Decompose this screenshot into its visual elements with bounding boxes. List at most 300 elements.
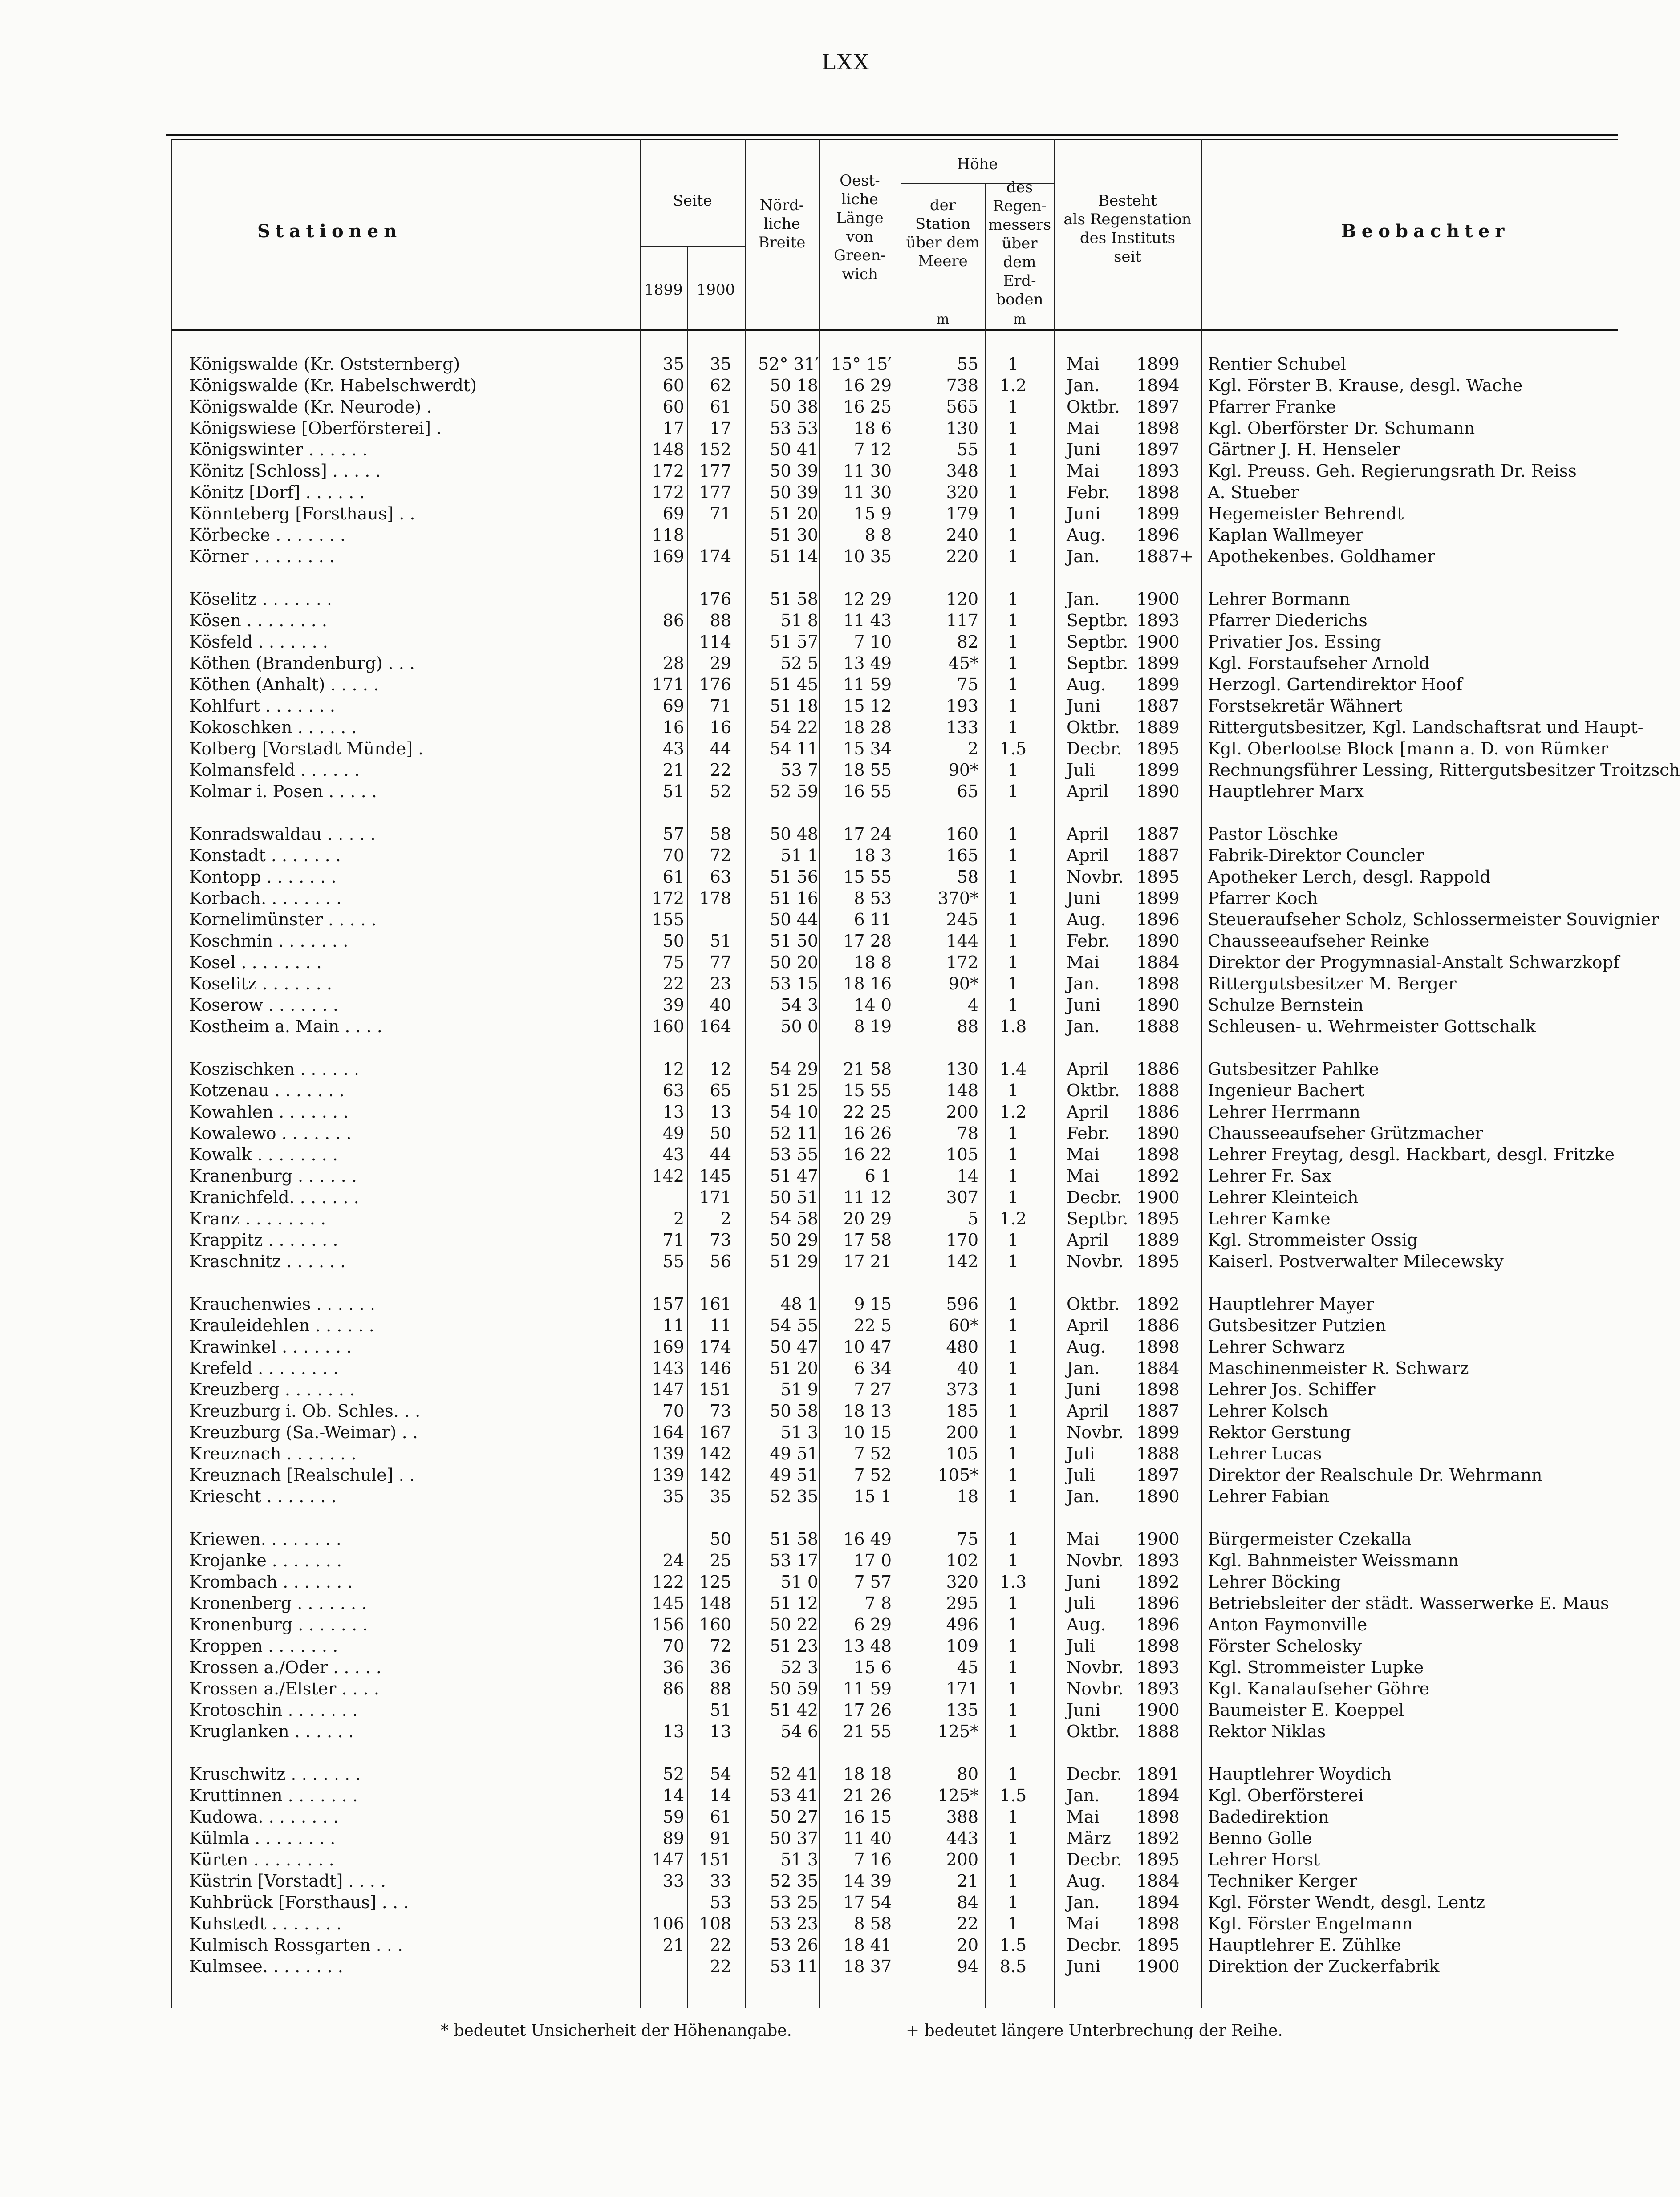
since-year: 1888	[1136, 1017, 1180, 1036]
latitude: 53 26	[770, 1935, 818, 1955]
observer: Anton Faymonville	[1208, 1615, 1368, 1634]
page-1900: 22	[710, 1957, 731, 1976]
station-height: 193	[946, 696, 978, 716]
gauge-height: 1.2	[999, 1209, 1027, 1228]
latitude: 50 58	[770, 1401, 818, 1421]
latitude: 50 0	[780, 1017, 818, 1036]
page-1899: 169	[652, 547, 684, 566]
since-year: 1898	[1136, 1807, 1180, 1827]
since-month: Jan.	[1067, 589, 1100, 609]
since-month: April	[1067, 782, 1109, 801]
station-name: Kowahlen . . . . . . .	[189, 1102, 349, 1122]
longitude: 18 13	[843, 1401, 892, 1421]
latitude: 54 55	[770, 1316, 818, 1335]
since-month: Juli	[1067, 1444, 1096, 1463]
latitude: 51 45	[770, 675, 818, 694]
page-1899: 2	[673, 1209, 684, 1228]
since-year: 1890	[1136, 995, 1180, 1015]
observer: A. Stueber	[1208, 482, 1299, 502]
page-1900: 2	[720, 1209, 731, 1228]
since-month: Novbr.	[1067, 867, 1124, 887]
header-hoehe-messer: des Regen- messers über dem Erd- boden	[988, 178, 1051, 308]
station-height: 120	[946, 589, 978, 609]
table-row	[166, 909, 1659, 930]
page-1900: 50	[710, 1529, 731, 1549]
observer: Kgl. Oberförster Dr. Schumann	[1208, 418, 1475, 438]
longitude: 18 3	[854, 846, 892, 865]
longitude: 11 43	[843, 611, 892, 630]
gauge-height: 1	[1007, 440, 1019, 459]
footnote-star: * bedeutet Unsicherheit der Höhenangabe.	[441, 2022, 792, 2040]
table-row	[166, 1892, 1618, 1913]
station-height: 18	[957, 1487, 978, 1506]
since-month: April	[1067, 1102, 1109, 1122]
page-1899: 157	[652, 1294, 684, 1314]
since-year: 1900	[1136, 632, 1180, 652]
station-name: Kotzenau . . . . . . .	[189, 1081, 345, 1100]
station-name: Krauleidehlen . . . . . .	[189, 1316, 374, 1335]
page-1899: 147	[652, 1850, 684, 1869]
observer: Steueraufseher Scholz, Schlossermeister Souvignier	[1208, 910, 1659, 929]
page-1899: 86	[662, 1679, 684, 1698]
observer: Förster Schelosky	[1208, 1636, 1362, 1656]
page-1899: 70	[662, 1401, 684, 1421]
observer: Apothekenbes. Goldhamer	[1208, 547, 1435, 566]
gauge-height: 1	[1007, 1529, 1019, 1549]
since-year: 1898	[1136, 974, 1180, 993]
longitude: 9 15	[854, 1294, 892, 1314]
since-month: Juni	[1067, 504, 1101, 523]
observer: Lehrer Jos. Schiffer	[1208, 1380, 1376, 1399]
since-month: Juni	[1067, 1700, 1101, 1720]
since-year: 1900	[1136, 1188, 1180, 1207]
station-height: 133	[946, 717, 978, 737]
gauge-height: 1	[1007, 418, 1019, 438]
since-month: Novbr.	[1067, 1252, 1124, 1271]
gauge-height: 1	[1007, 760, 1019, 780]
table-row	[166, 1315, 1618, 1336]
since-month: April	[1067, 1059, 1109, 1079]
table-row	[166, 1635, 1618, 1657]
since-year: 1899	[1136, 675, 1180, 694]
latitude: 52 11	[770, 1123, 818, 1143]
longitude: 18 55	[843, 760, 892, 780]
gauge-height: 1	[1007, 931, 1019, 951]
table-row	[166, 482, 1618, 503]
observer: Pfarrer Koch	[1208, 888, 1318, 908]
longitude: 15 1	[854, 1487, 892, 1506]
observer: Herzogl. Gartendirektor Hoof	[1208, 675, 1463, 694]
table-row	[166, 503, 1618, 524]
table-header-rule	[171, 329, 1618, 331]
table-row	[166, 781, 1618, 802]
gauge-height: 1	[1007, 1487, 1019, 1506]
gauge-height: 1	[1007, 1828, 1019, 1848]
since-month: Decbr.	[1067, 1850, 1122, 1869]
page-1899: 13	[662, 1722, 684, 1741]
station-name: Küstrin [Vorstadt] . . . .	[189, 1871, 386, 1891]
station-name: Krefeld . . . . . . . .	[189, 1358, 339, 1378]
table-row	[166, 1251, 1618, 1272]
unit-m-messer: m	[1013, 312, 1026, 327]
longitude: 16 15	[843, 1807, 892, 1827]
gauge-height: 1	[1007, 1423, 1019, 1442]
observer: Lehrer Kolsch	[1208, 1401, 1328, 1421]
station-name: Kreuzberg . . . . . . .	[189, 1380, 355, 1399]
station-height: 144	[946, 931, 978, 951]
observer: Kgl. Oberlootse Block [mann a. D. von Rümker	[1208, 739, 1609, 758]
page-1900: 44	[710, 1145, 731, 1164]
since-year: 1894	[1136, 1786, 1180, 1805]
station-name: Kruschwitz . . . . . . .	[189, 1764, 361, 1784]
table-row	[166, 717, 1643, 738]
station-name: Körbecke . . . . . . .	[189, 525, 346, 545]
longitude: 11 12	[843, 1188, 892, 1207]
page-1899: 69	[662, 504, 684, 523]
page-1899: 43	[662, 1145, 684, 1164]
page-1899: 86	[662, 611, 684, 630]
gauge-height: 1	[1007, 1764, 1019, 1784]
table-row	[166, 396, 1618, 418]
gauge-height: 1	[1007, 1914, 1019, 1934]
latitude: 51 58	[770, 589, 818, 609]
since-year: 1886	[1136, 1059, 1180, 1079]
station-name: Könitz [Dorf] . . . . . .	[189, 482, 365, 502]
observer: Kgl. Strommeister Lupke	[1208, 1658, 1424, 1677]
header-laenge: Oest- liche Länge von Green- wich	[833, 172, 886, 283]
page-1900: 142	[699, 1444, 731, 1463]
longitude: 7 16	[854, 1850, 892, 1869]
observer: Benno Golle	[1208, 1828, 1312, 1848]
page-1899: 75	[662, 953, 684, 972]
station-height: 82	[957, 632, 978, 652]
longitude: 15 12	[843, 696, 892, 716]
table-row	[166, 1016, 1618, 1037]
table-row	[166, 845, 1618, 866]
station-height: 240	[946, 525, 978, 545]
page-1900: 52	[710, 782, 731, 801]
page-1900: 22	[710, 760, 731, 780]
gauge-height: 1	[1007, 1188, 1019, 1207]
station-name: Koserow . . . . . . .	[189, 995, 338, 1015]
table-row	[166, 1293, 1618, 1315]
longitude: 13 49	[843, 653, 892, 673]
page-1900: 50	[710, 1123, 731, 1143]
table-top-rule-inner	[171, 139, 1618, 140]
unit-m-station: m	[936, 312, 950, 327]
table-row	[166, 1614, 1618, 1635]
since-year: 1886	[1136, 1316, 1180, 1335]
since-month: Juli	[1067, 760, 1096, 780]
page-1900: 61	[710, 397, 731, 417]
page-1899: 13	[662, 1102, 684, 1122]
since-year: 1893	[1136, 611, 1180, 630]
since-month: Aug.	[1067, 525, 1106, 545]
station-name: Kranz . . . . . . . .	[189, 1209, 326, 1228]
page-1900: 58	[710, 824, 731, 844]
station-height: 565	[946, 397, 978, 417]
since-year: 1900	[1136, 1529, 1180, 1549]
page-1900: 174	[699, 1337, 731, 1357]
gauge-height: 1	[1007, 1679, 1019, 1698]
station-name: Kürten . . . . . . . .	[189, 1850, 334, 1869]
longitude: 15 9	[854, 504, 892, 523]
since-month: Oktbr.	[1067, 397, 1120, 417]
table-row	[166, 930, 1618, 952]
page-1900: 14	[710, 1786, 731, 1805]
latitude: 50 41	[770, 440, 818, 459]
since-month: Mai	[1067, 461, 1100, 481]
table-row	[166, 823, 1618, 845]
since-month: Oktbr.	[1067, 1722, 1120, 1741]
latitude: 52 35	[770, 1487, 818, 1506]
longitude: 11 30	[843, 482, 892, 502]
longitude: 7 52	[854, 1444, 892, 1463]
observer: Lehrer Horst	[1208, 1850, 1320, 1869]
gauge-height: 1	[1007, 1465, 1019, 1485]
longitude: 7 52	[854, 1465, 892, 1485]
table-row	[166, 546, 1618, 567]
station-height: 90*	[948, 760, 978, 780]
since-year: 1887	[1136, 824, 1180, 844]
latitude: 51 12	[770, 1593, 818, 1613]
station-name: Kronenburg . . . . . . .	[189, 1615, 368, 1634]
gauge-height: 1	[1007, 888, 1019, 908]
page-1900: 35	[710, 354, 731, 374]
table-row	[166, 1763, 1618, 1785]
observer: Kgl. Bahnmeister Weissmann	[1208, 1551, 1459, 1570]
since-year: 1892	[1136, 1828, 1180, 1848]
page-1900: 160	[699, 1615, 731, 1634]
table-row	[166, 1913, 1618, 1934]
observer: Gutsbesitzer Pahlke	[1208, 1059, 1379, 1079]
page-1899: 106	[652, 1914, 684, 1934]
station-height: 172	[946, 953, 978, 972]
page-1899: 50	[662, 931, 684, 951]
station-name: Krossen a./Oder . . . . .	[189, 1658, 381, 1677]
longitude: 16 26	[843, 1123, 892, 1143]
page-1899: 24	[662, 1551, 684, 1570]
gauge-height: 1	[1007, 846, 1019, 865]
longitude: 18 6	[854, 418, 892, 438]
gauge-height: 1	[1007, 1807, 1019, 1827]
station-height: 148	[946, 1081, 978, 1100]
station-name: Köthen (Anhalt) . . . . .	[189, 675, 379, 694]
longitude: 20 29	[843, 1209, 892, 1228]
page-1899: 139	[652, 1444, 684, 1463]
longitude: 18 28	[843, 717, 892, 737]
since-year: 1884	[1136, 1871, 1180, 1891]
page-1899: 22	[662, 974, 684, 993]
since-month: April	[1067, 1230, 1109, 1250]
observer: Hauptlehrer E. Zühlke	[1208, 1935, 1401, 1955]
since-month: Mai	[1067, 1529, 1100, 1549]
page-1900: 54	[710, 1764, 731, 1784]
page-1899: 156	[652, 1615, 684, 1634]
observer: Apotheker Lerch, desgl. Rappold	[1208, 867, 1491, 887]
station-height: 40	[957, 1358, 978, 1378]
observer: Lehrer Böcking	[1208, 1572, 1341, 1592]
page-1899: 172	[652, 482, 684, 502]
longitude: 15 34	[843, 739, 892, 758]
longitude: 11 59	[843, 675, 892, 694]
gauge-height: 1	[1007, 995, 1019, 1015]
since-year: 1889	[1136, 1230, 1180, 1250]
gauge-height: 1.5	[999, 1786, 1027, 1805]
table-row	[166, 1528, 1618, 1550]
station-height: 170	[946, 1230, 978, 1250]
station-height: 58	[957, 867, 978, 887]
header-stationen: Stationen	[257, 221, 402, 242]
station-height: 22	[957, 1914, 978, 1934]
page-1900: 145	[699, 1166, 731, 1186]
page-1900: 51	[710, 1700, 731, 1720]
observer: Kgl. Preuss. Geh. Regierungsrath Dr. Reiss	[1208, 461, 1577, 481]
station-height: 55	[957, 440, 978, 459]
page-1899: 28	[662, 653, 684, 673]
page-1899: 21	[662, 1935, 684, 1955]
since-month: April	[1067, 824, 1109, 844]
since-month: April	[1067, 1316, 1109, 1335]
longitude: 16 29	[843, 376, 892, 395]
latitude: 53 11	[770, 1957, 818, 1976]
longitude: 17 24	[843, 824, 892, 844]
page-1899: 71	[662, 1230, 684, 1250]
table-row	[166, 1229, 1618, 1251]
observer: Maschinenmeister R. Schwarz	[1208, 1358, 1469, 1378]
gauge-height: 1	[1007, 632, 1019, 652]
table-top-rule	[166, 134, 1618, 136]
latitude: 50 29	[770, 1230, 818, 1250]
header-beobachter: Beobachter	[1341, 221, 1510, 242]
observer: Hauptlehrer Woydich	[1208, 1764, 1392, 1784]
page-1900: 72	[710, 1636, 731, 1656]
since-year: 1890	[1136, 1123, 1180, 1143]
station-name: Königswalde (Kr. Neurode) .	[189, 397, 432, 417]
table-row	[166, 1849, 1618, 1870]
table-row	[166, 631, 1618, 653]
station-height: 75	[957, 675, 978, 694]
gauge-height: 1.5	[999, 739, 1027, 758]
since-month: Novbr.	[1067, 1423, 1124, 1442]
header-besteht: Besteht als Regenstation des Instituts seit	[1063, 192, 1192, 266]
table-row	[166, 1956, 1618, 1977]
since-year: 1899	[1136, 653, 1180, 673]
station-height: 60*	[948, 1316, 978, 1335]
station-name: Krawinkel . . . . . . .	[189, 1337, 352, 1357]
table-row	[166, 353, 1618, 375]
since-month: Mai	[1067, 1145, 1100, 1164]
longitude: 16 55	[843, 782, 892, 801]
longitude: 22 25	[843, 1102, 892, 1122]
station-name: Königswalde (Kr. Oststernberg)	[189, 354, 460, 374]
station-name: Königswalde (Kr. Habelschwerdt)	[189, 376, 477, 395]
table-row	[166, 1806, 1618, 1828]
since-year: 1887+	[1136, 547, 1194, 566]
station-height: 21	[957, 1871, 978, 1891]
station-table	[166, 134, 1680, 2012]
observer: Lehrer Fabian	[1208, 1487, 1330, 1506]
gauge-height: 1	[1007, 1401, 1019, 1421]
page-1899: 33	[662, 1871, 684, 1891]
station-name: Kostheim a. Main . . . .	[189, 1017, 382, 1036]
latitude: 50 22	[770, 1615, 818, 1634]
table-row	[166, 588, 1618, 610]
page-1900: 176	[699, 675, 731, 694]
observer: Badedirektion	[1208, 1807, 1329, 1827]
station-height: 245	[946, 910, 978, 929]
gauge-height: 1	[1007, 525, 1019, 545]
page-1899: 12	[662, 1059, 684, 1079]
station-name: Kranenburg . . . . . .	[189, 1166, 357, 1186]
station-name: Körner . . . . . . . .	[189, 547, 335, 566]
since-month: Juli	[1067, 1593, 1096, 1613]
latitude: 50 39	[770, 482, 818, 502]
observer: Betriebsleiter der städt. Wasserwerke E. Maus	[1208, 1593, 1609, 1613]
page-1900: 44	[710, 739, 731, 758]
station-height: 443	[946, 1828, 978, 1848]
footnote-plus: + bedeutet längere Unterbrechung der Reihe.	[906, 2022, 1283, 2040]
latitude: 53 41	[770, 1786, 818, 1805]
longitude: 10 15	[843, 1423, 892, 1442]
gauge-height: 1	[1007, 1636, 1019, 1656]
latitude: 54 6	[780, 1722, 818, 1741]
station-height: 388	[946, 1807, 978, 1827]
page-1900: 22	[710, 1935, 731, 1955]
gauge-height: 1	[1007, 1871, 1019, 1891]
station-name: Kuhbrück [Forsthaus] . . .	[189, 1893, 409, 1912]
station-name: Kreuznach [Realschule] . .	[189, 1465, 415, 1485]
table-row	[166, 1358, 1618, 1379]
since-month: Mai	[1067, 354, 1100, 374]
station-name: Kontopp . . . . . . .	[189, 867, 337, 887]
observer: Chausseeaufseher Grützmacher	[1208, 1123, 1483, 1143]
latitude: 50 27	[770, 1807, 818, 1827]
station-name: Korbach. . . . . . . .	[189, 888, 342, 908]
page-1899: 69	[662, 696, 684, 716]
observer: Kgl. Förster Engelmann	[1208, 1914, 1413, 1934]
gauge-height: 1	[1007, 1145, 1019, 1164]
page-1900: 63	[710, 867, 731, 887]
latitude: 51 23	[770, 1636, 818, 1656]
station-name: Kreuzburg i. Ob. Schles. . .	[189, 1401, 421, 1421]
latitude: 52 35	[770, 1871, 818, 1891]
page-1899: 61	[662, 867, 684, 887]
since-month: Febr.	[1067, 931, 1110, 951]
observer: Baumeister E. Koeppel	[1208, 1700, 1404, 1720]
page-1900: 29	[710, 653, 731, 673]
observer: Rittergutsbesitzer, Kgl. Landschaftsrat und Haupt-	[1208, 717, 1643, 737]
station-height: 185	[946, 1401, 978, 1421]
station-name: Kohlfurt . . . . . . .	[189, 696, 335, 716]
observer: Hegemeister Behrendt	[1208, 504, 1404, 523]
observer: Pastor Löschke	[1208, 824, 1339, 844]
station-name: Kriescht . . . . . . .	[189, 1487, 337, 1506]
since-year: 1884	[1136, 953, 1180, 972]
page-1900: 33	[710, 1871, 731, 1891]
since-year: 1900	[1136, 589, 1180, 609]
gauge-height: 1	[1007, 1615, 1019, 1634]
station-height: 65	[957, 782, 978, 801]
since-year: 1899	[1136, 504, 1180, 523]
page-1899: 14	[662, 1786, 684, 1805]
station-name: Krauchenwies . . . . . .	[189, 1294, 376, 1314]
since-year: 1899	[1136, 760, 1180, 780]
observer: Pfarrer Franke	[1208, 397, 1336, 417]
longitude: 6 1	[864, 1166, 892, 1186]
station-name: Krotoschin . . . . . . .	[189, 1700, 358, 1720]
since-year: 1888	[1136, 1081, 1180, 1100]
